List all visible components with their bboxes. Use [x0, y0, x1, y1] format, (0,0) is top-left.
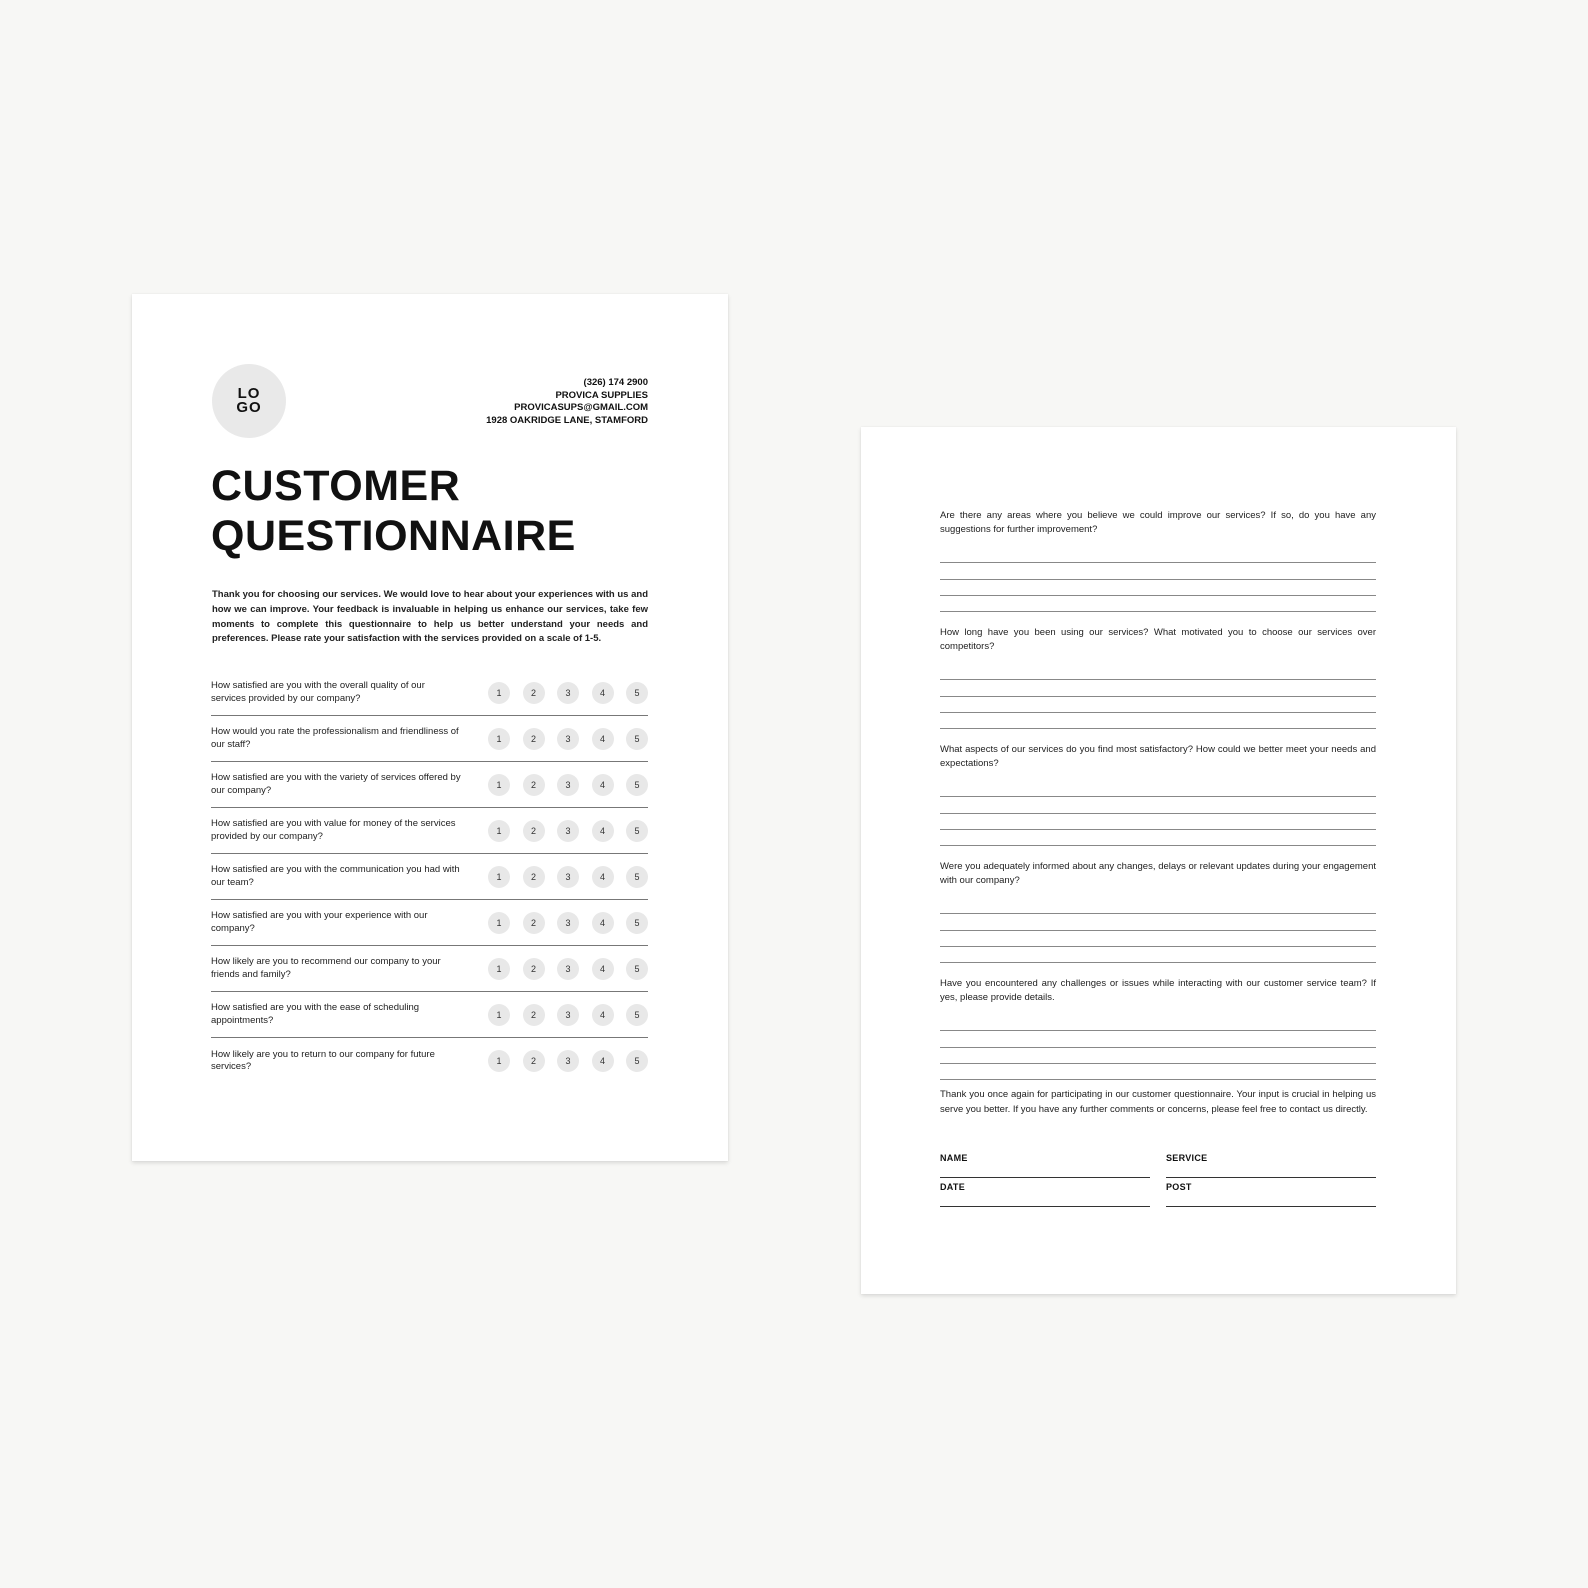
rating-option[interactable]: 4: [592, 958, 614, 980]
rating-question-text: How satisfied are you with the communication you had with our team?: [211, 864, 460, 888]
page-title: [211, 461, 576, 561]
open-question-text: What aspects of our services do you find most satisfactory? How could we better meet your needs and expectations?: [940, 744, 1376, 769]
answer-line[interactable]: [940, 947, 1376, 963]
rating-question-text: How satisfied are you with your experience with our company?: [211, 910, 428, 934]
rating-scale: [488, 1004, 648, 1026]
rating-option[interactable]: 5: [626, 1050, 648, 1072]
rating-option[interactable]: 2: [523, 728, 545, 750]
questionnaire-page-2: [861, 427, 1456, 1294]
answer-line[interactable]: [940, 547, 1376, 563]
open-question-list: [940, 509, 1376, 1094]
open-question: [940, 743, 1376, 860]
rating-row: [211, 854, 648, 900]
open-question: [940, 509, 1376, 626]
rating-option[interactable]: 1: [488, 682, 510, 704]
intro-paragraph: Thank you for choosing our services. We would love to hear about your experiences with us and how we can improve. Your feedback is invaluable in helping us enhance our services, take few moments to complete this questionnaire to help us better understand your needs and preferences. Please rate your satisfaction with the services provided on a scale of 1-5.: [212, 589, 648, 645]
rating-row: [211, 900, 648, 946]
rating-option[interactable]: 4: [592, 728, 614, 750]
rating-option[interactable]: 5: [626, 958, 648, 980]
answer-line[interactable]: [940, 1031, 1376, 1047]
contact-block: [486, 377, 648, 427]
rating-option[interactable]: 1: [488, 866, 510, 888]
rating-question-text: How satisfied are you with the ease of scheduling appointments?: [211, 1002, 420, 1026]
rating-question-text: How satisfied are you with the variety of services offered by our company?: [211, 772, 461, 796]
rating-option[interactable]: 5: [626, 774, 648, 796]
rating-option[interactable]: 5: [626, 820, 648, 842]
rating-option[interactable]: 1: [488, 820, 510, 842]
contact-phone: (326) 174 2900: [583, 377, 648, 388]
rating-option[interactable]: 3: [557, 728, 579, 750]
rating-option[interactable]: 1: [488, 958, 510, 980]
rating-row: [211, 670, 648, 716]
rating-option[interactable]: 4: [592, 1050, 614, 1072]
post-field[interactable]: POST: [1166, 1178, 1376, 1207]
rating-option[interactable]: 1: [488, 912, 510, 934]
rating-option[interactable]: 5: [626, 728, 648, 750]
rating-option[interactable]: 2: [523, 958, 545, 980]
rating-question-text: How likely are you to recommend our company to your friends and family?: [211, 956, 441, 980]
rating-option[interactable]: 4: [592, 820, 614, 842]
rating-option[interactable]: 1: [488, 1004, 510, 1026]
rating-option[interactable]: 2: [523, 1050, 545, 1072]
open-question: [940, 860, 1376, 977]
answer-line[interactable]: [940, 1048, 1376, 1064]
rating-question-text: How satisfied are you with value for money of the services provided by our company?: [211, 818, 456, 842]
rating-row: [211, 716, 648, 762]
rating-scale: [488, 774, 648, 796]
rating-option[interactable]: 4: [592, 774, 614, 796]
answer-line[interactable]: [940, 596, 1376, 612]
answer-line[interactable]: [940, 697, 1376, 713]
rating-scale: [488, 820, 648, 842]
rating-option[interactable]: 4: [592, 912, 614, 934]
open-question-text: Are there any areas where you believe we could improve our services? If so, do you have any suggestions for further improvement?: [940, 510, 1376, 535]
rating-scale: [488, 912, 648, 934]
answer-line[interactable]: [940, 814, 1376, 830]
rating-option[interactable]: 2: [523, 682, 545, 704]
answer-line[interactable]: [940, 563, 1376, 579]
rating-option[interactable]: 3: [557, 912, 579, 934]
rating-option[interactable]: 5: [626, 682, 648, 704]
rating-option[interactable]: 1: [488, 774, 510, 796]
rating-option[interactable]: 5: [626, 866, 648, 888]
rating-scale: [488, 728, 648, 750]
signature-fields: [940, 1149, 1376, 1207]
rating-scale: [488, 1050, 648, 1072]
date-field[interactable]: DATE: [940, 1178, 1150, 1207]
rating-option[interactable]: 4: [592, 866, 614, 888]
rating-row: [211, 762, 648, 808]
logo-text: LO GO: [236, 385, 262, 416]
logo: [212, 364, 286, 438]
open-question: [940, 626, 1376, 743]
rating-option[interactable]: 1: [488, 1050, 510, 1072]
rating-scale: [488, 682, 648, 704]
rating-option[interactable]: 1: [488, 728, 510, 750]
title-line-2: QUESTIONNAIRE: [211, 512, 576, 560]
rating-option[interactable]: 2: [523, 866, 545, 888]
contact-company: PROVICA SUPPLIES: [555, 389, 648, 401]
rating-option[interactable]: 4: [592, 1004, 614, 1026]
rating-option[interactable]: 2: [523, 912, 545, 934]
answer-line[interactable]: [940, 664, 1376, 680]
name-field[interactable]: NAME: [940, 1149, 1150, 1178]
rating-option[interactable]: 3: [557, 958, 579, 980]
answer-line[interactable]: [940, 713, 1376, 729]
open-question-text: Were you adequately informed about any changes, delays or relevant updates during your engagement with our company?: [940, 861, 1376, 886]
service-field[interactable]: SERVICE: [1166, 1149, 1376, 1178]
rating-question-list: [211, 670, 648, 1084]
title-line-1: CUSTOMER: [211, 462, 461, 510]
contact-address: 1928 OAKRIDGE LANE, STAMFORD: [486, 414, 648, 426]
answer-line[interactable]: [940, 797, 1376, 813]
answer-line[interactable]: [940, 1064, 1376, 1080]
closing-paragraph: Thank you once again for participating in our customer questionnaire. Your input is crucial in helping us serve you better. If you have any further comments or concerns, please feel free to contact us directly.: [940, 1089, 1376, 1115]
rating-option[interactable]: 4: [592, 682, 614, 704]
rating-row: [211, 1038, 648, 1084]
rating-option[interactable]: 2: [523, 774, 545, 796]
rating-option[interactable]: 5: [626, 912, 648, 934]
answer-line[interactable]: [940, 580, 1376, 596]
rating-row: [211, 808, 648, 854]
answer-line[interactable]: [940, 830, 1376, 846]
rating-question-text: How satisfied are you with the overall quality of our services provided by our company?: [211, 680, 425, 704]
rating-option[interactable]: 3: [557, 1050, 579, 1072]
answer-line[interactable]: [940, 931, 1376, 947]
rating-question-text: How would you rate the professionalism and friendliness of our staff?: [211, 726, 459, 750]
open-question-text: How long have you been using our services? What motivated you to choose our services over competitors?: [940, 627, 1376, 652]
contact-email: PROVICASUPS@GMAIL.COM: [514, 402, 648, 413]
rating-option[interactable]: 2: [523, 820, 545, 842]
open-question-text: Have you encountered any challenges or issues while interacting with our customer service team? If yes, please provide details.: [940, 978, 1376, 1003]
rating-question-text: How likely are you to return to our company for future services?: [211, 1048, 435, 1072]
questionnaire-page-1: [132, 294, 728, 1161]
rating-option[interactable]: 3: [557, 1004, 579, 1026]
answer-line[interactable]: [940, 914, 1376, 930]
rating-scale: [488, 866, 648, 888]
answer-line[interactable]: [940, 1015, 1376, 1031]
rating-option[interactable]: 2: [523, 1004, 545, 1026]
rating-scale: [488, 958, 648, 980]
rating-row: [211, 946, 648, 992]
rating-option[interactable]: 3: [557, 866, 579, 888]
rating-option[interactable]: 3: [557, 682, 579, 704]
rating-option[interactable]: 3: [557, 774, 579, 796]
answer-line[interactable]: [940, 680, 1376, 696]
rating-option[interactable]: 5: [626, 1004, 648, 1026]
open-question: [940, 977, 1376, 1094]
answer-line[interactable]: [940, 781, 1376, 797]
answer-line[interactable]: [940, 898, 1376, 914]
rating-option[interactable]: 3: [557, 820, 579, 842]
rating-row: [211, 992, 648, 1038]
